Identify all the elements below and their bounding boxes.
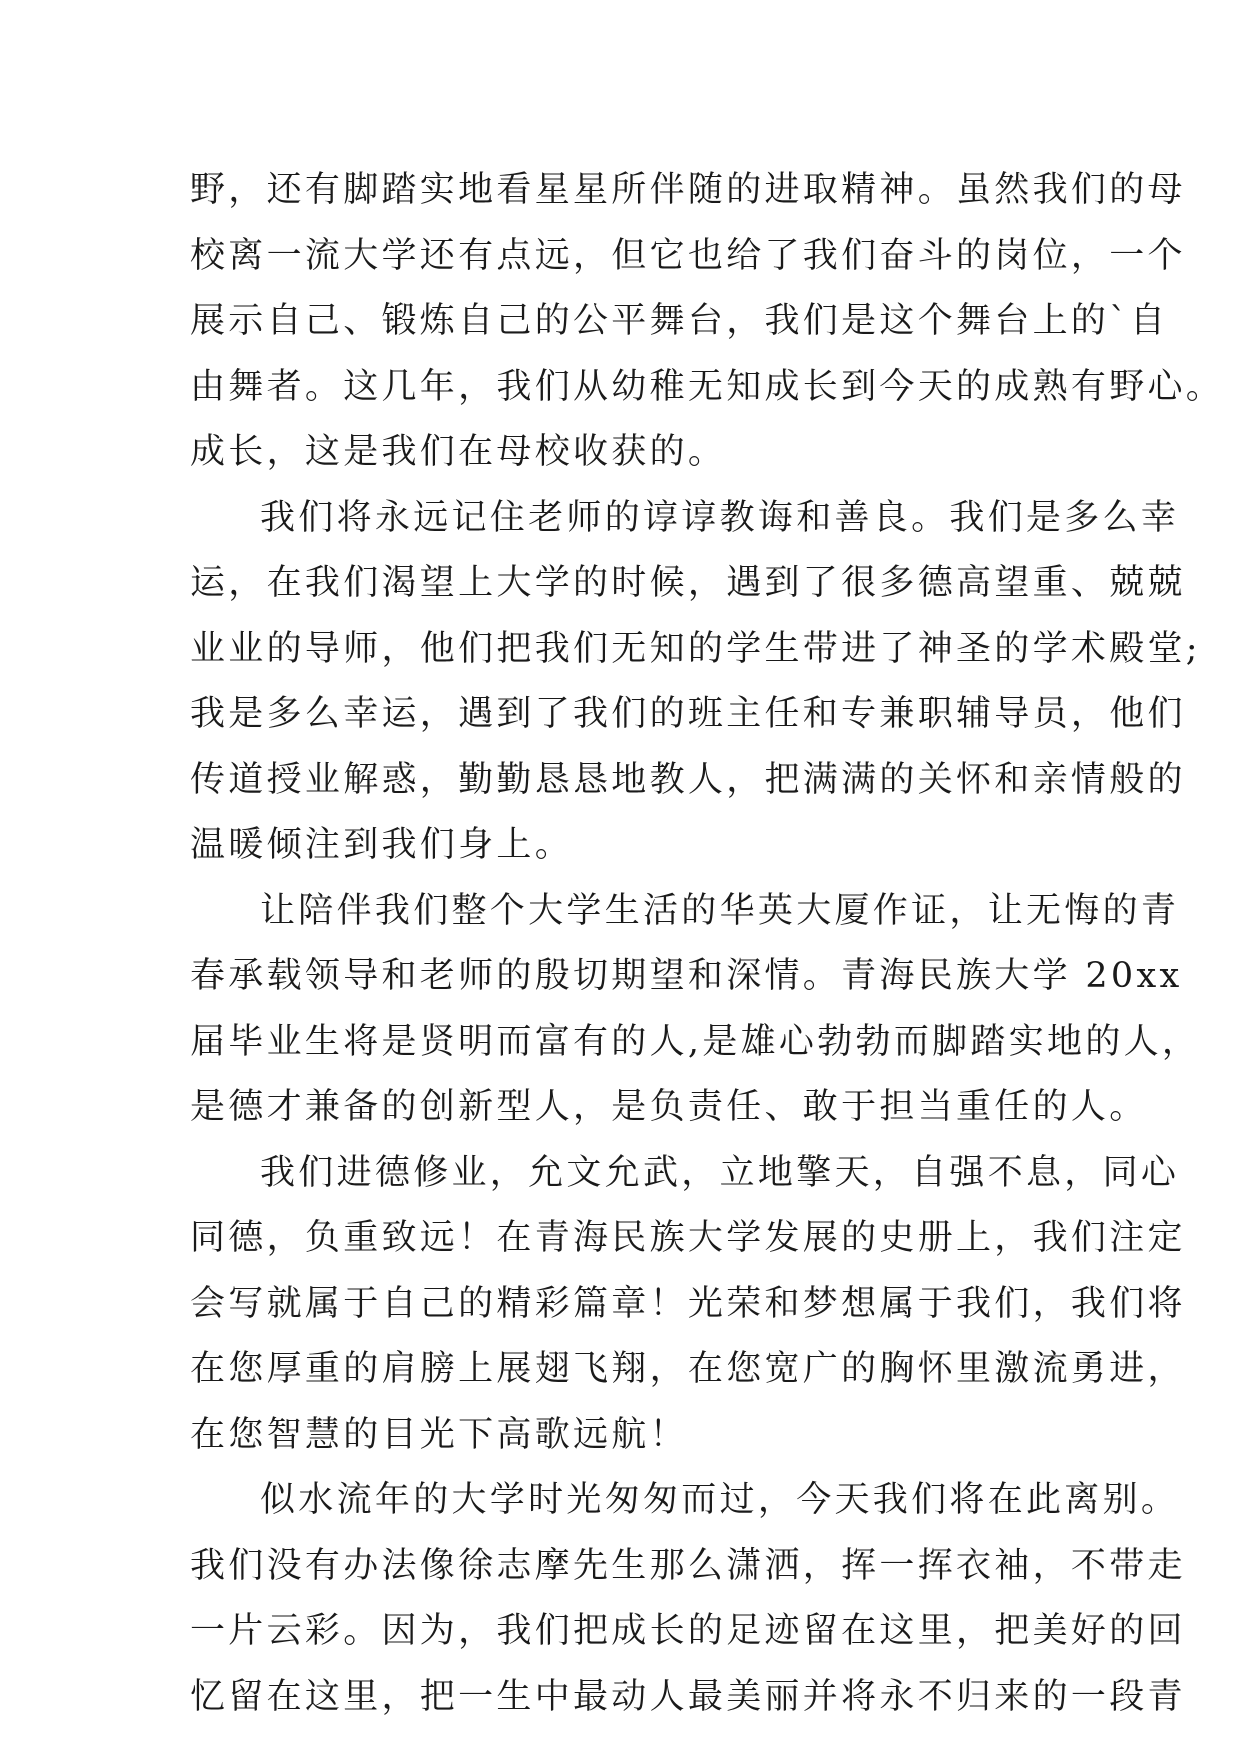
text-line: 展示自己、锻炼自己的公平舞台，我们是这个舞台上的`自: [190, 301, 1169, 341]
text-line: 是德才兼备的创新型人，是负责任、敢于担当重任的人。: [190, 1087, 1148, 1127]
text-line: 温暖倾注到我们身上。: [190, 825, 574, 865]
text-line: 会写就属于自己的精彩篇章！光荣和梦想属于我们，我们将: [190, 1283, 1186, 1324]
text-line: 一片云彩。因为，我们把成长的足迹留在这里，把美好的回: [190, 1611, 1186, 1651]
text-line: 野，还有脚踏实地看星星所伴随的进取精神。虽然我们的母: [190, 170, 1186, 210]
text-line: 我们进德修业，允文允武，立地擎天，自强不息，同心: [260, 1152, 1180, 1193]
text-line: 届毕业生将是贤明而富有的人,是雄心勃勃而脚踏实地的人，: [190, 1021, 1201, 1062]
text-line: 我是多么幸运，遇到了我们的班主任和专兼职辅导员，他们: [190, 694, 1186, 734]
text-line: 春承载领导和老师的殷切期望和深情。青海民族大学 20xx: [190, 956, 1183, 996]
text-line: 同德，负重致远！在青海民族大学发展的史册上，我们注定: [190, 1218, 1186, 1258]
text-line: 我们将永远记住老师的谆谆教诲和善良。我们是多么幸: [260, 497, 1180, 538]
text-line: 在您智慧的目光下高歌远航！: [190, 1414, 688, 1455]
text-line: 成长，这是我们在母校收获的。: [190, 432, 727, 472]
text-line: 似水流年的大学时光匆匆而过，今天我们将在此离别。: [260, 1480, 1180, 1520]
text-line: 运，在我们渴望上大学的时候，遇到了很多德高望重、兢兢: [190, 563, 1186, 603]
text-line: 忆留在这里，把一生中最动人最美丽并将永不归来的一段青: [190, 1676, 1186, 1717]
text-line: 业业的导师，他们把我们无知的学生带进了神圣的学术殿堂;: [190, 628, 1201, 669]
text-line: 传道授业解惑，勤勤恳恳地教人，把满满的关怀和亲情般的: [190, 759, 1186, 800]
body-text: [190, 158, 1225, 1730]
text-line: 让陪伴我们整个大学生活的华英大厦作证，让无悔的青: [260, 890, 1180, 931]
text-line: 在您厚重的肩膀上展翅飞翔，在您宽广的胸怀里激流勇进，: [190, 1349, 1186, 1389]
text-line: 校离一流大学还有点远，但它也给了我们奋斗的岗位，一个: [190, 235, 1186, 276]
text-line: 由舞者。这几年，我们从幼稚无知成长到今天的成熟有野心。: [190, 366, 1225, 407]
text-line: 我们没有办法像徐志摩先生那么潇洒，挥一挥衣袖，不带走: [190, 1545, 1186, 1586]
